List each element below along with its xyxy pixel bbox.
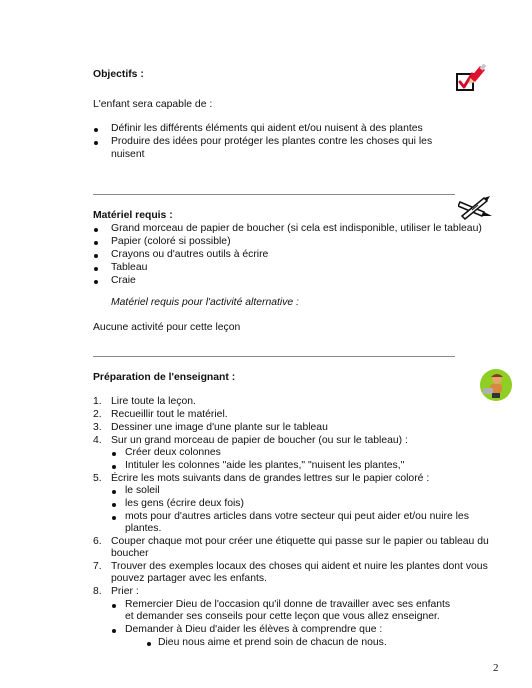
materiel-item: Grand morceau de papier de boucher (si cela est indisponible, utiliser le tableau)	[111, 223, 482, 234]
list-subitem-continued: et demander ses conseils pour cette leçon que vous allez enseigner.	[125, 611, 440, 622]
list-subitem: mots pour d'autres articles dans votre secteur qui peut aider et/ou nuire les	[125, 511, 469, 522]
list-number: 2.	[93, 409, 102, 420]
list-number: 7.	[93, 561, 102, 572]
bullet	[94, 228, 98, 232]
bullet	[112, 490, 116, 494]
bullet	[112, 452, 116, 456]
list-subitem: les gens (écrire deux fois)	[125, 498, 244, 509]
materiel-item: Craie	[111, 275, 136, 286]
materiel-item: Tableau	[111, 262, 148, 273]
list-subitem: le soleil	[125, 485, 160, 496]
list-number: 6.	[93, 536, 102, 547]
pencils-icon	[458, 196, 494, 220]
list-item: Écrire les mots suivants dans de grandes lettres sur le papier coloré :	[111, 473, 430, 484]
list-item: Prier :	[111, 586, 139, 597]
section-divider	[93, 356, 455, 357]
list-number: 1.	[93, 396, 102, 407]
list-item: Trouver des exemples locaux des choses qui aident et nuire les plantes dont vous	[111, 561, 488, 572]
objectifs-item-continued: nuisent	[111, 149, 145, 160]
list-number: 4.	[93, 435, 102, 446]
list-subitem-continued: plantes.	[125, 523, 162, 534]
list-number: 3.	[93, 422, 102, 433]
list-item: Couper chaque mot pour créer une étiquette qui passe sur le papier ou tableau du	[111, 536, 489, 547]
list-item: Sur un grand morceau de papier de boucher (ou sur le tableau) :	[111, 435, 408, 446]
list-subitem: Créer deux colonnes	[125, 447, 221, 458]
list-item-continued: boucher	[111, 548, 149, 559]
bullet	[147, 642, 151, 646]
list-subitem: Remercier Dieu de l'occasion qu'il donne de travailler avec ses enfants	[125, 599, 451, 610]
list-item: Recueillir tout le matériel.	[111, 409, 228, 420]
bullet	[112, 465, 116, 469]
bullet	[112, 604, 116, 608]
bullet	[112, 629, 116, 633]
list-item: Lire toute la leçon.	[111, 396, 196, 407]
checkbox-pencil-icon	[455, 64, 487, 94]
list-number: 5.	[93, 473, 102, 484]
materiel-item: Papier (coloré si possible)	[111, 236, 231, 247]
materiel-heading: Matériel requis :	[93, 210, 173, 221]
list-subitem: Intituler les colonnes "aide les plantes," "nuisent les plantes,"	[125, 460, 405, 471]
list-item-continued: pouvez partager avec les enfants.	[111, 573, 267, 584]
bullet	[94, 254, 98, 258]
alt-materiel-text: Aucune activité pour cette leçon	[93, 322, 241, 333]
alt-materiel-heading: Matériel requis pour l'activité alternative :	[111, 297, 299, 308]
bullet	[94, 141, 98, 145]
objectifs-item: Définir les différents éléments qui aident et/ou nuisent à des plantes	[111, 123, 423, 134]
preparation-heading: Préparation de l'enseignant :	[93, 372, 236, 383]
teacher-icon	[478, 368, 514, 402]
page-number: 2	[493, 662, 499, 674]
list-item: Dessiner une image d'une plante sur le tableau	[111, 422, 328, 433]
list-number: 8.	[93, 586, 102, 597]
list-subitem: Demander à Dieu d'aider les élèves à comprendre que :	[125, 624, 383, 635]
objectifs-item: Produire des idées pour protéger les plantes contre les choses qui les	[111, 136, 433, 147]
section-divider	[93, 194, 455, 195]
bullet	[112, 503, 116, 507]
bullet	[94, 128, 98, 132]
bullet	[94, 267, 98, 271]
bullet	[94, 241, 98, 245]
objectifs-heading: Objectifs :	[93, 69, 144, 80]
bullet	[112, 516, 116, 520]
materiel-item: Crayons ou d'autres outils à écrire	[111, 249, 269, 260]
objectifs-intro: L'enfant sera capable de :	[93, 99, 213, 110]
bullet	[94, 280, 98, 284]
list-subsubitem: Dieu nous aime et prend soin de chacun de nous.	[158, 637, 387, 648]
